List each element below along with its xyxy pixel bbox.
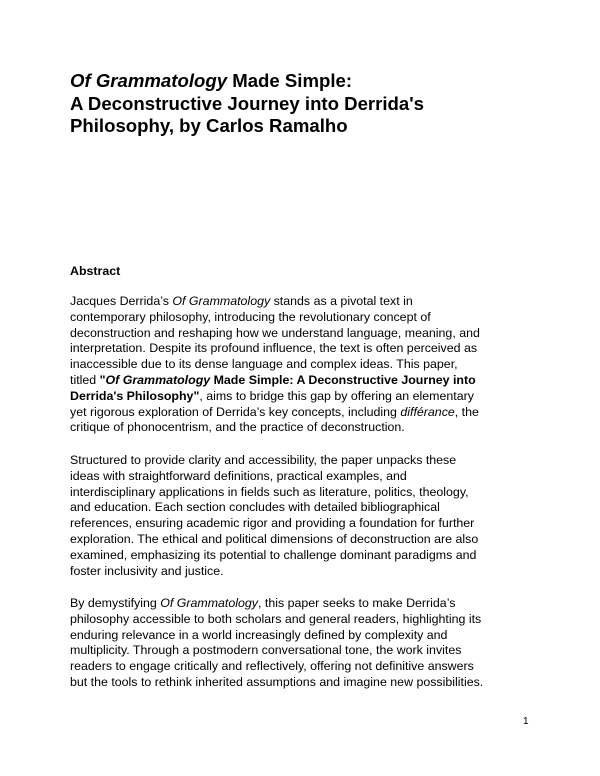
- text-line: enduring relevance in a world increasingly defined by complexity and: [70, 627, 448, 642]
- title-line-2: A Deconstructive Journey into Derrida's: [70, 92, 425, 114]
- text-run: , the: [454, 404, 479, 419]
- text-line: [70, 373, 540, 389]
- text-line: critique of phonocentrism, and the practice of deconstruction.: [70, 420, 405, 435]
- text-line: deconstruction and reshaping how we understand language, meaning, and: [70, 325, 480, 340]
- bold-run: Derrida's Philosophy": [70, 388, 200, 403]
- text-line: ideas with straightforward definitions, practical examples, and: [70, 468, 407, 483]
- page-title: [70, 70, 540, 138]
- text-line: [70, 596, 540, 612]
- abstract-heading: Abstract: [70, 264, 121, 278]
- text-line: contemporary philosophy, introducing the revolutionary concept of: [70, 309, 431, 324]
- text-run: yet rigorous exploration of Derrida’s key concepts, including: [70, 404, 401, 419]
- text-line: examined, emphasizing its potential to challenge dominant paradigms and: [70, 547, 477, 562]
- title-italic-book: Of Grammatology: [70, 70, 228, 91]
- text-line: Structured to provide clarity and accessibility, the paper unpacks these: [70, 453, 457, 467]
- text-run: stands as a pivotal text in: [270, 294, 413, 308]
- text-line: philosophy accessible to both scholars and general readers, highlighting its: [70, 611, 482, 626]
- text-line: multiplicity. Through a postmodern conversational tone, the work invites: [70, 643, 462, 658]
- bold-run: ": [99, 372, 106, 387]
- bold-italic-run: Of Grammatology: [105, 372, 211, 387]
- bold-run: Made Simple: A Deconstructive Journey into: [210, 372, 476, 387]
- text-run: , this paper seeks to make Derrida’s: [258, 596, 456, 610]
- title-line-3: Philosophy, by Carlos Ramalho: [70, 115, 348, 136]
- text-line: exploration. The ethical and political dimensions of deconstruction are also: [70, 531, 479, 546]
- text-line: interpretation. Despite its profound influence, the text is often perceived as: [70, 341, 478, 356]
- text-run: , aims to bridge this gap by offering an elementary: [199, 388, 474, 403]
- text-line: inaccessible due to its dense language and complex ideas. This paper,: [70, 357, 458, 372]
- text-line: references, ensuring academic rigor and providing a foundation for further: [70, 516, 475, 531]
- text-line: [70, 389, 540, 405]
- text-line: readers to engage critically and reflectively, offering not definitive answers: [70, 659, 474, 674]
- text-run: By demystifying: [70, 596, 161, 610]
- text-line: but the tools to rethink inherited assumptions and imagine new possibilities.: [70, 674, 484, 689]
- abstract-paragraph-3: [70, 596, 540, 691]
- abstract-paragraph-1: [70, 294, 540, 436]
- page-number: 1: [523, 716, 529, 727]
- italic-run: Of Grammatology: [160, 596, 258, 610]
- abstract-paragraph-2: [70, 453, 540, 579]
- text-line: [70, 405, 540, 421]
- title-line-1: [70, 70, 540, 93]
- text-line: interdisciplinary applications in fields such as literature, politics, theology,: [70, 484, 469, 499]
- text-run: Jacques Derrida’s: [70, 294, 173, 308]
- text-run: titled: [70, 372, 100, 387]
- text-line: and education. Each section concludes with detailed bibliographical: [70, 500, 440, 515]
- italic-run: différance: [400, 404, 455, 419]
- text-line: foster inclusivity and justice.: [70, 563, 224, 578]
- text-line: [70, 294, 540, 310]
- title-line-1-rest: Made Simple:: [227, 70, 353, 91]
- italic-run: Of Grammatology: [172, 294, 271, 308]
